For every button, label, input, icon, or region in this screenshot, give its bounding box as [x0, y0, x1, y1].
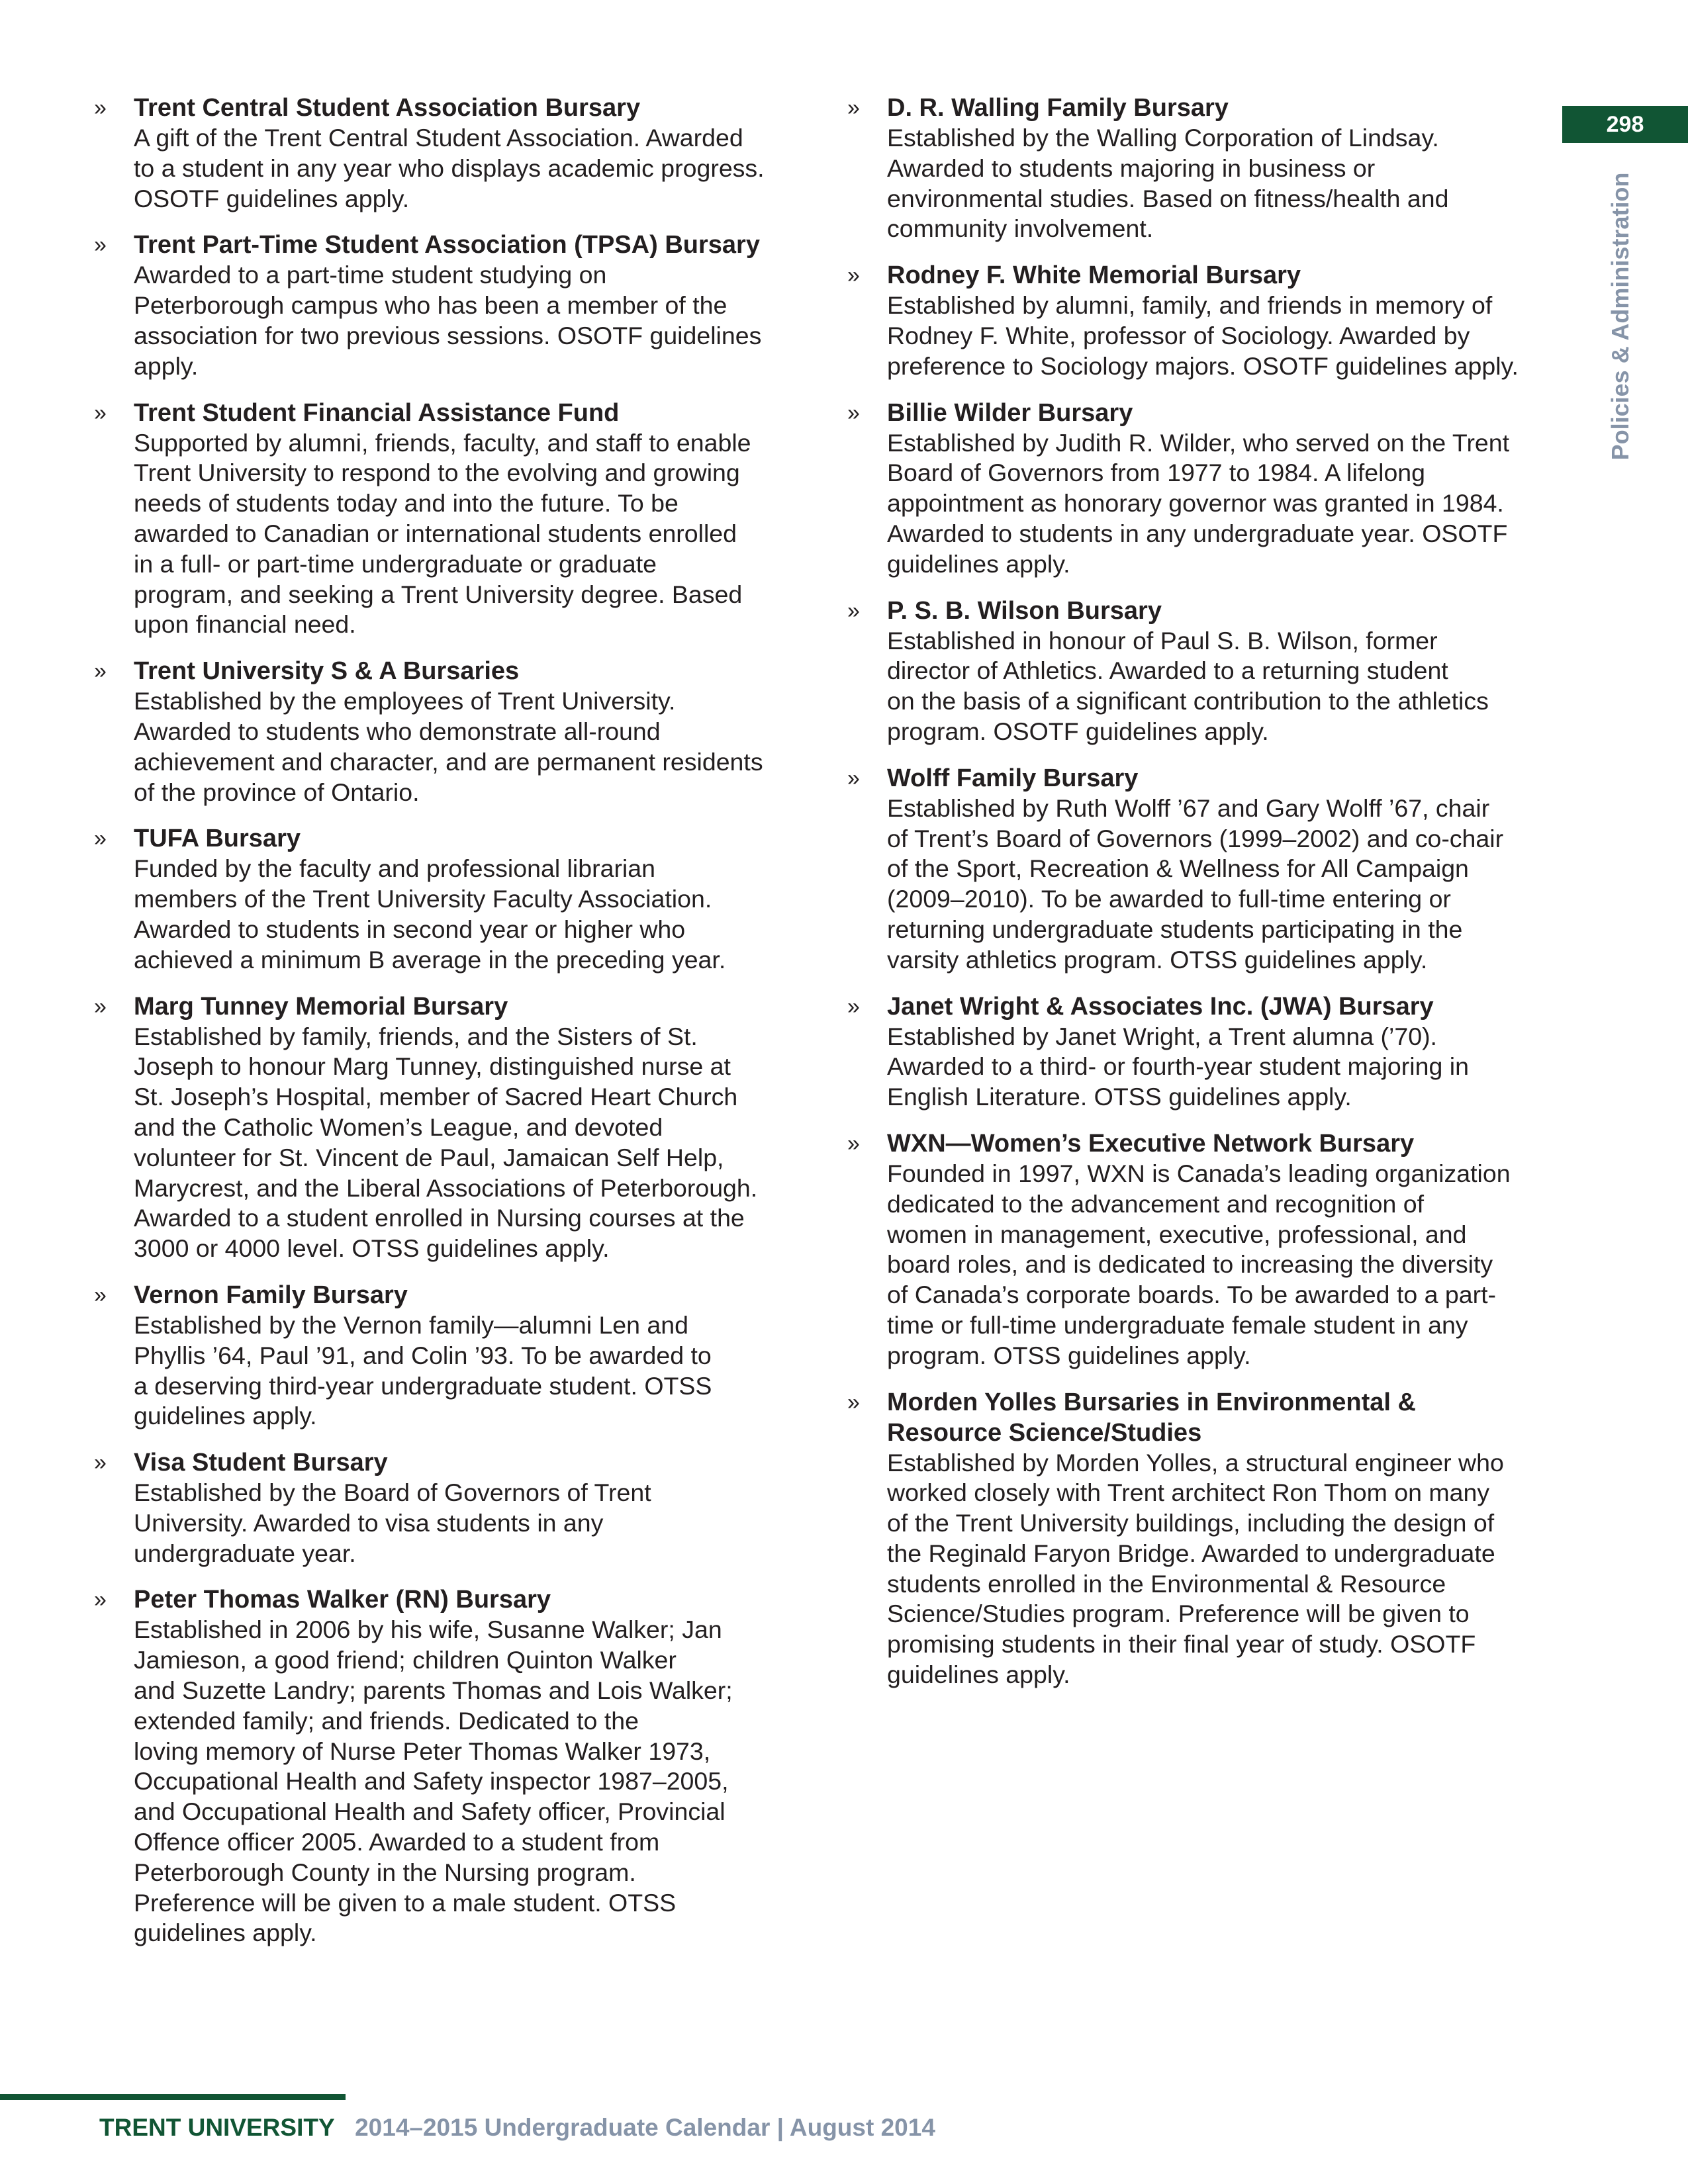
bursary-description-line: Science/Studies program. Preference will be given to [887, 1600, 1470, 1628]
bursary-description-line: community involvement. [887, 214, 1154, 243]
bursary-description-line: Trent University to respond to the evolving and growing [134, 459, 740, 487]
bullet-marker: » [847, 993, 860, 1019]
bursary-description-line: director of Athletics. Awarded to a returning student [887, 657, 1448, 685]
bullet-marker: » [847, 1389, 860, 1415]
bullet-marker: » [847, 263, 860, 289]
bursary-title: Trent Student Financial Assistance Fund [134, 398, 620, 427]
bursary-description-line: Established by Judith R. Wilder, who served on the Trent [887, 428, 1510, 457]
bursary-description-line: and Suzette Landry; parents Thomas and Lois Walker; [134, 1676, 733, 1705]
bursary-description-line: apply. [134, 351, 199, 380]
bursary-entry [93, 1447, 808, 1569]
bursary-description-line: in a full- or part-time undergraduate or graduate [134, 549, 657, 578]
bursary-description-line: Joseph to honour Marg Tunney, distinguished nurse at [134, 1052, 731, 1081]
bursary-description-line: Established by Morden Yolles, a structural engineer who [887, 1448, 1504, 1477]
bullet-marker: » [847, 1130, 860, 1156]
bursary-title: Marg Tunney Memorial Bursary [134, 992, 508, 1021]
right-column [846, 93, 1568, 1706]
bursary-description-line: guidelines apply. [134, 1402, 317, 1430]
bursary-description-line: (2009–2010). To be awarded to full-time entering or [887, 885, 1451, 913]
bullet-marker: » [94, 1587, 107, 1613]
bullet-marker: » [847, 598, 860, 623]
bursary-description-line: of the province of Ontario. [134, 778, 420, 806]
bursary-entry [93, 823, 808, 975]
bursary-description-line: Awarded to students who demonstrate all-round [134, 717, 661, 745]
bursary-title: Trent Central Student Association Bursary [134, 94, 641, 122]
bursary-title: TUFA Bursary [134, 825, 301, 853]
bursary-title: Visa Student Bursary [134, 1449, 388, 1477]
bursary-description-line: University. Awarded to visa students in any [134, 1508, 604, 1537]
bursary-description-line: loving memory of Nurse Peter Thomas Walker 1973, [134, 1737, 711, 1765]
bursary-description-line: Awarded to a third- or fourth-year student majoring in [887, 1052, 1469, 1081]
bursary-title: Trent University S & A Bursaries [134, 657, 520, 686]
bursary-entry [846, 93, 1568, 244]
bullet-marker: » [847, 400, 860, 426]
bursary-description-line: Offence officer 2005. Awarded to a student from [134, 1828, 660, 1856]
bullet-marker: » [847, 95, 860, 120]
bursary-description-line: guidelines apply. [887, 549, 1070, 578]
bursary-title: Billie Wilder Bursary [887, 398, 1133, 427]
bursary-description-line: environmental studies. Based on fitness/health and [887, 184, 1449, 212]
bursary-description-line: Established by the Vernon family—alumni Len and [134, 1310, 689, 1339]
bursary-description-line: OSOTF guidelines apply. [134, 184, 410, 212]
bursary-entry [93, 230, 808, 381]
bursary-description-line: awarded to Canadian or international students enrolled [134, 519, 737, 547]
bursary-description-line: promising students in their final year of study. OSOTF [887, 1630, 1476, 1659]
bursary-description-line: varsity athletics program. OTSS guidelines apply. [887, 945, 1428, 974]
bursary-entry [846, 398, 1568, 580]
bursary-title: Trent Part-Time Student Association (TPSA) Bursary [134, 231, 760, 259]
bursary-description-line: board roles, and is dedicated to increasing the diversity [887, 1250, 1493, 1279]
bursary-description-line: extended family; and friends. Dedicated to the [134, 1706, 639, 1735]
bursary-description-line: Established by the Board of Governors of Trent [134, 1479, 651, 1507]
bursary-description-line: time or full-time undergraduate female student in any [887, 1310, 1468, 1339]
bursary-description-line: Peterborough County in the Nursing program. [134, 1858, 636, 1886]
bursary-entry [846, 1387, 1568, 1690]
bursary-description-line: Phyllis ’64, Paul ’91, and Colin ’93. To be awarded to [134, 1341, 712, 1369]
bullet-marker: » [847, 765, 860, 791]
bursary-description-line: Established by family, friends, and the Sisters of St. [134, 1022, 698, 1050]
bursary-description-line: association for two previous sessions. OSOTF guidelines [134, 321, 762, 349]
bursary-title: Rodney F. White Memorial Bursary [887, 261, 1301, 290]
bursary-entry [93, 1280, 808, 1432]
bursary-description-line: students enrolled in the Environmental & Resource [887, 1569, 1446, 1598]
bursary-description-line: Awarded to a part-time student studying on [134, 261, 607, 289]
bullet-marker: » [94, 1450, 107, 1476]
bursary-description-line: Established by the Walling Corporation of Lindsay. [887, 124, 1439, 152]
bursary-description-line: Rodney F. White, professor of Sociology. Awarded by [887, 321, 1470, 349]
bursary-description-line: Established by the employees of Trent University. [134, 687, 676, 715]
bursary-title: P. S. B. Wilson Bursary [887, 596, 1162, 625]
bursary-description-line: Established in honour of Paul S. B. Wilson, former [887, 626, 1438, 655]
bursary-description-line: and the Catholic Women’s League, and devoted [134, 1113, 663, 1141]
bursary-entry [93, 93, 808, 214]
bursary-description-line: Awarded to students in second year or higher who [134, 915, 686, 943]
bursary-description-line: Peterborough campus who has been a member of the [134, 291, 727, 320]
bursary-title: Janet Wright & Associates Inc. (JWA) Bursary [887, 992, 1434, 1021]
bursary-description-line: Awarded to students majoring in business or [887, 154, 1376, 182]
bursary-description-line: Established by Janet Wright, a Trent alumna (’70). [887, 1022, 1437, 1050]
bursary-entry [846, 260, 1568, 381]
bursary-description-line: program. OTSS guidelines apply. [887, 1341, 1251, 1369]
bullet-marker: » [94, 400, 107, 426]
left-column [93, 93, 808, 1964]
bullet-marker: » [94, 95, 107, 120]
bullet-marker: » [94, 659, 107, 684]
bursary-description-line: Established in 2006 by his wife, Susanne Walker; Jan [134, 1615, 722, 1644]
bursary-description-line: volunteer for St. Vincent de Paul, Jamaican Self Help, [134, 1143, 724, 1171]
bursary-description-line: Awarded to students in any undergraduate year. OSOTF [887, 519, 1508, 547]
footer-calendar: 2014–2015 Undergraduate Calendar | August 2014 [355, 2114, 935, 2141]
bursary-description-line: of the Sport, Recreation & Wellness for All Campaign [887, 854, 1469, 883]
bursary-title: Vernon Family Bursary [134, 1281, 408, 1309]
bursary-description-line: Occupational Health and Safety inspector 1987–2005, [134, 1767, 729, 1796]
bursary-description-line: returning undergraduate students participating in the [887, 915, 1463, 943]
bursary-entry [846, 763, 1568, 976]
bursary-entry [846, 991, 1568, 1113]
bullet-marker: » [94, 232, 107, 258]
bursary-description-line: program. OSOTF guidelines apply. [887, 717, 1269, 745]
bursary-description-line: Preference will be given to a male student. OTSS [134, 1888, 677, 1917]
bursary-description-line: guidelines apply. [134, 1919, 317, 1947]
bursary-description-line: the Reginald Faryon Bridge. Awarded to undergraduate [887, 1539, 1495, 1567]
bursary-title: WXN—Women’s Executive Network Bursary [887, 1129, 1415, 1158]
bursary-title: D. R. Walling Family Bursary [887, 94, 1229, 122]
bursary-description-line: undergraduate year. [134, 1539, 356, 1567]
bursary-description-line: achievement and character, and are permanent residents [134, 747, 763, 776]
bursary-entry [846, 1128, 1568, 1371]
bursary-description-line: guidelines apply. [887, 1661, 1070, 1689]
bursary-description-line: Funded by the faculty and professional librarian [134, 854, 655, 883]
bursary-description-line: women in management, executive, professional, and [887, 1220, 1467, 1248]
bursary-description-line: St. Joseph’s Hospital, member of Sacred Heart Church [134, 1083, 738, 1111]
bursary-title: Morden Yolles Bursaries in Environmental & [887, 1388, 1416, 1416]
bursary-description-line: upon financial need. [134, 610, 356, 639]
bursary-entry [93, 1584, 808, 1948]
bursary-description-line: a deserving third-year undergraduate student. OTSS [134, 1371, 712, 1400]
bursary-description-line: Board of Governors from 1977 to 1984. A lifelong [887, 459, 1426, 487]
bursary-description-line: of the Trent University buildings, including the design of [887, 1509, 1495, 1537]
footer-rule [0, 2094, 346, 2100]
bullet-marker: » [94, 1282, 107, 1308]
bursary-description-line: Jamieson, a good friend; children Quinton Walker [134, 1646, 677, 1674]
page-number-tab: 298 [1562, 106, 1688, 143]
bursary-entry [93, 656, 808, 807]
bursary-description-line: preference to Sociology majors. OSOTF guidelines apply. [887, 351, 1519, 380]
bursary-description-line: achieved a minimum B average in the preceding year. [134, 945, 726, 974]
bullet-marker: » [94, 993, 107, 1019]
bursary-description-line: dedicated to the advancement and recognition of [887, 1189, 1424, 1218]
bursary-description-line: of Trent’s Board of Governors (1999–2002) and co-chair [887, 824, 1504, 852]
bursary-description-line: of Canada’s corporate boards. To be awarded to a part- [887, 1281, 1497, 1309]
footer [99, 2114, 935, 2142]
bursary-description-line: members of the Trent University Faculty Association. [134, 885, 712, 913]
bursary-entry [93, 398, 808, 641]
bursary-description-line: Founded in 1997, WXN is Canada’s leading organization [887, 1159, 1511, 1187]
bursary-description-line: to a student in any year who displays academic progress. [134, 154, 765, 182]
bursary-title: Wolff Family Bursary [887, 764, 1139, 792]
bursary-title: Resource Science/Studies [887, 1418, 1202, 1447]
bursary-description-line: A gift of the Trent Central Student Association. Awarded [134, 124, 743, 152]
bullet-marker: » [94, 826, 107, 852]
bursary-description-line: appointment as honorary governor was granted in 1984. [887, 489, 1504, 518]
footer-university: TRENT UNIVERSITY [99, 2114, 335, 2141]
bursary-description-line: Supported by alumni, friends, faculty, and staff to enable [134, 428, 751, 457]
section-label: Policies & Administration [1607, 172, 1634, 461]
bursary-description-line: needs of students today and into the future. To be [134, 489, 679, 518]
bursary-title: Peter Thomas Walker (RN) Bursary [134, 1586, 551, 1614]
bursary-description-line: on the basis of a significant contribution to the athletics [887, 687, 1489, 715]
bursary-description-line: English Literature. OTSS guidelines apply. [887, 1083, 1352, 1111]
bursary-description-line: program, and seeking a Trent University degree. Based [134, 580, 743, 608]
bursary-entry [93, 991, 808, 1264]
bursary-entry [846, 596, 1568, 747]
bursary-description-line: Established by alumni, family, and friends in memory of [887, 291, 1493, 320]
bursary-description-line: Established by Ruth Wolff ’67 and Gary Wolff ’67, chair [887, 794, 1490, 822]
bursary-description-line: Awarded to a student enrolled in Nursing courses at the [134, 1204, 745, 1232]
bursary-description-line: worked closely with Trent architect Ron Thom on many [887, 1479, 1490, 1507]
bursary-description-line: 3000 or 4000 level. OTSS guidelines apply. [134, 1234, 610, 1263]
bursary-description-line: and Occupational Health and Safety officer, Provincial [134, 1797, 726, 1826]
bursary-description-line: Marycrest, and the Liberal Associations of Peterborough. [134, 1173, 758, 1202]
